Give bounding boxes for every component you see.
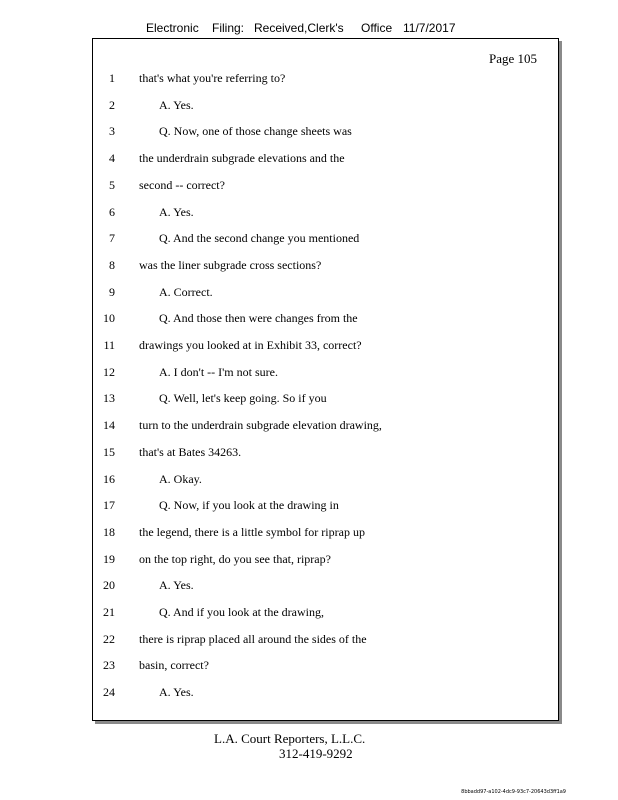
transcript-line <box>93 68 558 88</box>
line-text: Q. And the second change you mentioned <box>159 231 360 246</box>
line-text: was the liner subgrade cross sections? <box>139 257 322 272</box>
transcript-line <box>93 202 558 222</box>
line-number: 20 <box>103 578 115 593</box>
line-text: the legend, there is a little symbol for riprap up <box>139 524 365 539</box>
line-number: 14 <box>103 418 115 433</box>
line-number: 23 <box>103 658 115 673</box>
line-number: 7 <box>109 231 115 246</box>
document-id: 8bbadd97-a102-4dc9-93c7-20643d3ff1a9 <box>461 789 566 795</box>
transcript-line <box>93 415 558 435</box>
line-text: drawings you looked at in Exhibit 33, correct? <box>139 338 362 352</box>
line-number: 13 <box>103 391 115 406</box>
transcript-line <box>93 228 558 248</box>
transcript-line <box>93 495 558 515</box>
line-number: 3 <box>109 124 115 139</box>
filing-header-word-received: Received,Clerk's <box>254 21 344 35</box>
line-number: 2 <box>109 97 115 112</box>
line-number: 15 <box>103 444 115 459</box>
line-number: 16 <box>103 471 115 486</box>
line-text: A. Yes. <box>159 685 194 700</box>
transcript-line <box>93 388 558 408</box>
transcript-line <box>93 522 558 542</box>
line-text: A. I don't -- I'm not sure. <box>159 364 278 379</box>
filing-header-date: 11/7/2017 <box>403 21 456 35</box>
electronic-filing-header <box>0 21 618 37</box>
line-number: 17 <box>103 498 115 513</box>
transcript-line <box>93 148 558 168</box>
transcript-line <box>93 469 558 489</box>
line-number: 9 <box>109 284 115 299</box>
reporter-phone: 312-419-9292 <box>279 746 353 761</box>
transcript-line <box>93 282 558 302</box>
line-text: A. Yes. <box>159 578 194 593</box>
transcript-line <box>93 255 558 275</box>
line-text: the underdrain subgrade elevations and the <box>139 151 345 166</box>
line-number: 5 <box>109 177 115 192</box>
line-text: second -- correct? <box>139 177 225 192</box>
line-number: 4 <box>109 151 115 166</box>
line-text: A. Yes. <box>159 204 194 219</box>
filing-header-word-filing: Filing: <box>212 21 245 35</box>
transcript-line <box>93 655 558 675</box>
line-text: A. Yes. <box>159 97 194 112</box>
line-text: A. Correct. <box>159 284 213 299</box>
transcript-line <box>93 308 558 328</box>
line-text: there is riprap placed all around the sides of the <box>139 631 367 646</box>
transcript-page <box>92 38 559 721</box>
transcript-line <box>93 335 558 355</box>
line-number: 18 <box>103 524 115 539</box>
transcript-line <box>93 549 558 569</box>
transcript-line <box>93 602 558 622</box>
line-text: Q. And if you look at the drawing, <box>159 605 324 619</box>
line-text: on the top right, do you see that, riprap? <box>139 551 331 566</box>
transcript-line <box>93 442 558 462</box>
line-text: that's what you're referring to? <box>139 71 286 85</box>
line-text: A. Okay. <box>159 471 202 486</box>
filing-header-word-electronic: Electronic <box>146 21 199 35</box>
line-text: Q. Well, let's keep going. So if you <box>159 391 327 406</box>
transcript-line <box>93 121 558 141</box>
line-number: 19 <box>103 551 115 566</box>
line-text: basin, correct? <box>139 658 209 673</box>
transcript-line <box>93 575 558 595</box>
line-text: Q. Now, one of those change sheets was <box>159 124 352 139</box>
transcript-line <box>93 175 558 195</box>
line-number: 10 <box>103 311 115 326</box>
transcript-line <box>93 682 558 702</box>
transcript-line <box>93 95 558 115</box>
line-text: Q. Now, if you look at the drawing in <box>159 498 339 513</box>
line-text: that's at Bates 34263. <box>139 444 242 459</box>
transcript-line <box>93 629 558 649</box>
line-text: turn to the underdrain subgrade elevation drawing, <box>139 418 382 433</box>
transcript-line <box>93 362 558 382</box>
line-number: 12 <box>103 364 115 379</box>
reporter-company: L.A. Court Reporters, L.L.C. <box>214 731 366 746</box>
page-number: Page 105 <box>488 51 537 66</box>
line-number: 1 <box>109 71 115 85</box>
line-number: 8 <box>109 257 115 272</box>
line-number: 11 <box>103 338 115 352</box>
filing-header-word-office: Office <box>361 21 393 35</box>
line-text: Q. And those then were changes from the <box>159 311 358 326</box>
line-number: 21 <box>103 605 115 619</box>
line-number: 24 <box>103 685 115 700</box>
line-number: 22 <box>103 631 115 646</box>
line-number: 6 <box>109 204 115 219</box>
